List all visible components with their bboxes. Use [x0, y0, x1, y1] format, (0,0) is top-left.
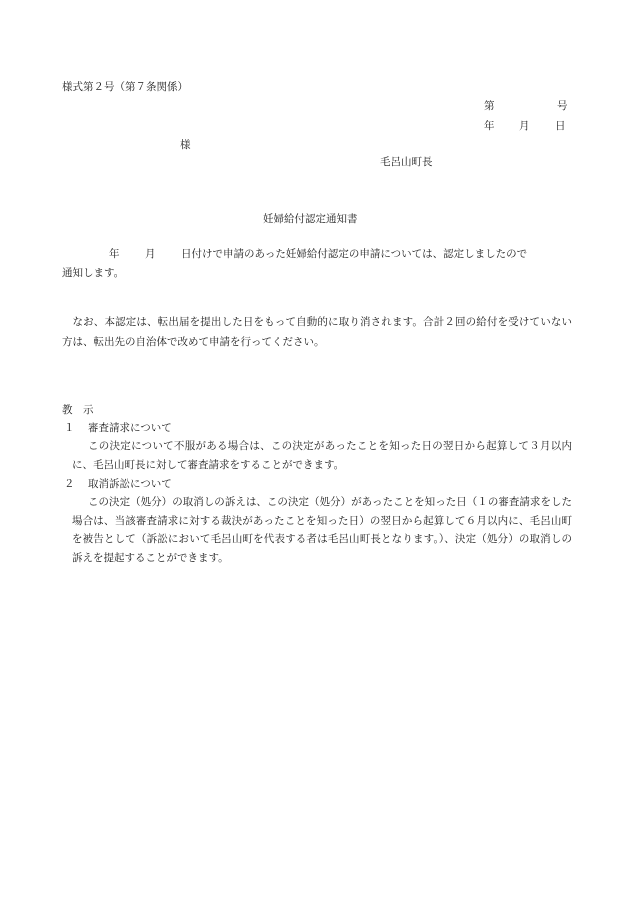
- item-1-number: １: [64, 422, 75, 434]
- instruction-heading: 教 示: [62, 404, 94, 416]
- addressee-honorific: 様: [180, 139, 191, 151]
- issuer: 毛呂山町長: [380, 156, 433, 168]
- item-1-title: 審査請求について: [88, 422, 172, 434]
- document-title: 妊婦給付認定通知書: [263, 213, 358, 225]
- body-date-month: 月: [145, 248, 156, 260]
- note-paragraph: なお、本認定は、転出届を提出した日をもって自動的に取り消されます。合計２回の給付を受けていない方は、転出先の自治体で改めて申請を行ってください。: [62, 316, 572, 348]
- item-2-text: この決定（処分）の取消しの訴えは、この決定（処分）があったことを知った日（１の審査請求をした場合は、当該審査請求に対する裁決があったことを知った日）の翌日から起算して６月以内に、毛呂山町を被告として（訴訟において毛呂山町を代表する者は毛呂山町長となります。）、決定（処分）の取消しの訴えを提起することができます。: [72, 496, 572, 564]
- number-prefix: 第: [484, 100, 495, 112]
- form-label: 様式第２号（第７条関係）: [62, 81, 188, 93]
- item-1-text: この決定について不服がある場合は、この決定があったことを知った日の翌日から起算して３月以内に、毛呂山町長に対して審査請求をすることができます。: [72, 440, 572, 471]
- body-line2: 通知します。: [62, 267, 125, 279]
- body-date-year: 年: [109, 248, 120, 260]
- date-day: 日: [555, 120, 566, 132]
- date-year: 年: [484, 120, 495, 132]
- item-2-number: ２: [64, 478, 75, 490]
- item-2-title: 取消訴訟について: [88, 478, 172, 490]
- body-line1: 日付けで申請のあった妊婦給付認定の申請については、認定しましたので: [181, 248, 528, 260]
- date-month: 月: [519, 120, 530, 132]
- number-suffix: 号: [557, 100, 568, 112]
